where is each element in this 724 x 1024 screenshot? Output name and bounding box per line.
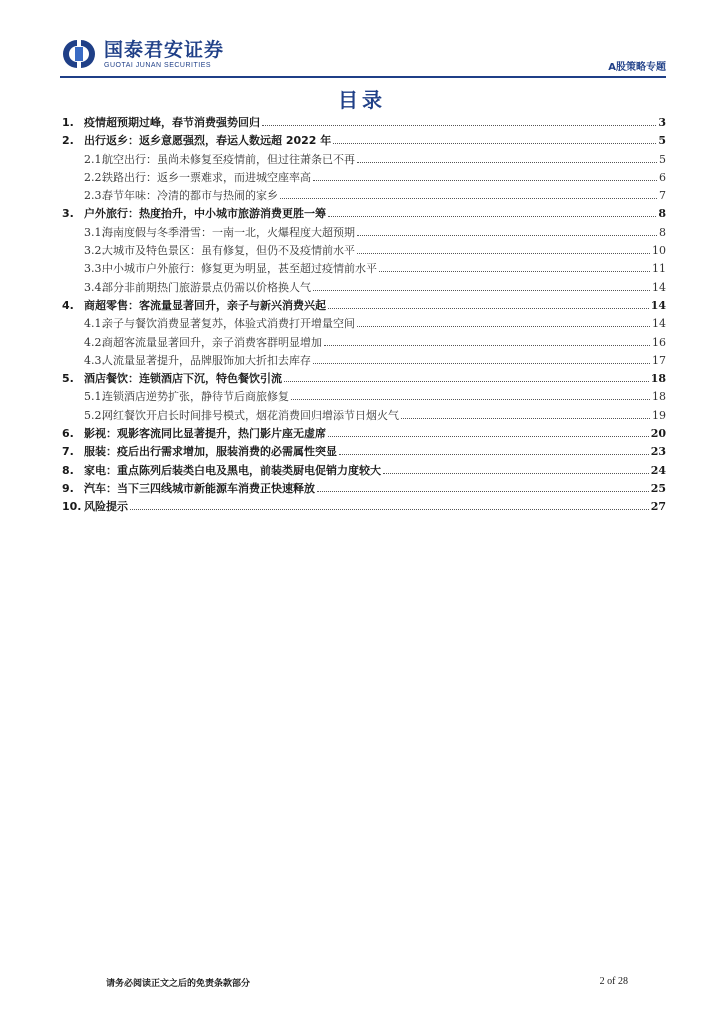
toc-dot-leader <box>357 235 657 236</box>
toc-entry[interactable] <box>62 464 666 478</box>
toc-entry-title: 亲子与餐饮消费显著复苏，体验式消费打开增量空间 <box>102 317 355 331</box>
toc-entry[interactable] <box>62 299 666 313</box>
toc-entry-page: 18 <box>652 390 666 404</box>
toc-entry[interactable] <box>62 262 666 276</box>
toc-entry[interactable] <box>62 445 666 459</box>
toc-entry-number: 2. <box>62 134 74 148</box>
toc-dot-leader <box>328 436 649 437</box>
toc-entry-title: 连锁酒店逆势扩张，静待节后商旅修复 <box>102 390 289 404</box>
toc-entry-number: 3.3. <box>84 262 105 276</box>
company-logo <box>60 38 224 70</box>
toc-entry-number: 6. <box>62 427 74 441</box>
toc-entry-number: 4.2. <box>84 335 105 349</box>
toc-entry-number: 3.4. <box>84 280 105 294</box>
toc-entry-title: 户外旅行：热度抬升，中小城市旅游消费更胜一筹 <box>84 207 326 221</box>
toc-entry[interactable] <box>62 116 666 130</box>
toc-dot-leader <box>317 491 649 492</box>
toc-entry-page: 27 <box>650 500 666 514</box>
toc-dot-leader <box>284 381 649 382</box>
toc-entry-title: 出行返乡：返乡意愿强烈，春运人数远超 2022 年 <box>84 134 332 148</box>
toc-entry[interactable] <box>62 189 666 203</box>
toc-entry-title: 海南度假与冬季滑雪：一南一北，火爆程度大超预期 <box>102 225 355 239</box>
header-divider <box>60 76 666 78</box>
toc-entry-title: 汽车：当下三四线城市新能源车消费正快速释放 <box>84 481 315 495</box>
toc-entry-title: 酒店餐饮：连锁酒店下沉，特色餐饮引流 <box>84 372 282 386</box>
toc-entry-number: 9. <box>62 481 74 495</box>
toc-entry-title: 航空出行：虽尚未修复至疫情前，但过往萧条已不再 <box>102 152 355 166</box>
toc-entry[interactable] <box>62 226 666 240</box>
toc-entry-page: 20 <box>650 427 666 441</box>
toc-dot-leader <box>328 216 656 217</box>
toc-entry-number: 3.2. <box>84 244 105 258</box>
toc-entry-title: 大城市及特色景区：虽有修复，但仍不及疫情前水平 <box>102 244 355 258</box>
toc-dot-leader <box>313 290 650 291</box>
toc-entry[interactable] <box>62 354 666 368</box>
toc-entry[interactable] <box>62 134 666 148</box>
toc-entry-page: 23 <box>650 445 666 459</box>
toc-entry-number: 8. <box>62 463 74 477</box>
toc-entry-page: 14 <box>650 298 666 312</box>
toc-entry-number: 7. <box>62 445 74 459</box>
toc-entry-number: 2.1. <box>84 152 105 166</box>
toc-title: 目录 <box>338 88 386 112</box>
toc-entry-page: 14 <box>652 317 666 331</box>
toc-entry[interactable] <box>62 390 666 404</box>
toc-entry[interactable] <box>62 153 666 167</box>
page-header <box>60 38 666 74</box>
toc-entry-page: 6 <box>659 170 666 184</box>
logo-icon <box>60 38 98 70</box>
toc-entry-page: 5 <box>658 134 666 148</box>
toc-entry-number: 3.1. <box>84 225 105 239</box>
toc-entry-number: 10. <box>62 500 82 514</box>
logo-english-name: GUOTAI JUNAN SECURITIES <box>104 61 212 69</box>
toc-entry-number: 2.2. <box>84 170 105 184</box>
toc-entry-page: 8 <box>659 225 666 239</box>
toc-entry-page: 18 <box>650 372 666 386</box>
toc-entry-page: 11 <box>652 262 666 276</box>
toc-entry-number: 5. <box>62 372 74 386</box>
toc-entry-page: 14 <box>652 280 666 294</box>
report-category-tag: A股策略专题 <box>608 62 666 73</box>
toc-entry-title: 商超零售：客流量显著回升，亲子与新兴消费兴起 <box>84 298 326 312</box>
toc-entry[interactable] <box>62 244 666 258</box>
toc-entry-number: 4. <box>62 298 74 312</box>
toc-entry-title: 商超客流量显著回升，亲子消费客群明显增加 <box>102 335 322 349</box>
toc-dot-leader <box>401 418 650 419</box>
toc-entry-number: 4.3. <box>84 353 105 367</box>
toc-entry-title: 风险提示 <box>84 500 128 514</box>
toc-entry-page: 17 <box>652 353 666 367</box>
toc-dot-leader <box>262 125 656 126</box>
toc-entry-page: 16 <box>652 335 666 349</box>
toc-dot-leader <box>379 271 650 272</box>
toc-entry[interactable] <box>62 336 666 350</box>
toc-dot-leader <box>333 143 656 144</box>
toc-dot-leader <box>324 345 650 346</box>
toc-entry-page: 19 <box>652 408 666 422</box>
toc-entry-number: 3. <box>62 207 74 221</box>
toc-entry-number: 4.1. <box>84 317 105 331</box>
toc-entry-number: 5.1. <box>84 390 105 404</box>
toc-entry[interactable] <box>62 281 666 295</box>
toc-dot-leader <box>357 253 650 254</box>
toc-entry-page: 8 <box>658 207 666 221</box>
toc-entry-title: 网红餐饮开启长时间排号模式，烟花消费回归增添节日烟火气 <box>102 408 399 422</box>
toc-entry[interactable] <box>62 207 666 221</box>
toc-dot-leader <box>280 198 657 199</box>
toc-entry[interactable] <box>62 500 666 514</box>
toc-entry-title: 家电：重点陈列后装类白电及黑电，前装类厨电促销力度较大 <box>84 463 381 477</box>
toc-dot-leader <box>339 454 649 455</box>
toc-entry[interactable] <box>62 482 666 496</box>
toc-dot-leader <box>357 326 650 327</box>
toc-entry[interactable] <box>62 171 666 185</box>
toc-entry[interactable] <box>62 427 666 441</box>
toc-entry-title: 春节年味：冷清的都市与热闹的家乡 <box>102 189 278 203</box>
page-number: 2 of 28 <box>599 976 628 987</box>
toc-dot-leader <box>291 399 650 400</box>
toc-dot-leader <box>328 308 649 309</box>
toc-entry-title: 影视：观影客流同比显著提升，热门影片座无虚席 <box>84 427 326 441</box>
toc-entry-number: 1. <box>62 116 74 129</box>
toc-entry-page: 5 <box>659 152 666 166</box>
toc-entry-title: 人流量显著提升，品牌服饰加大折扣去库存 <box>102 353 311 367</box>
toc-entry-title: 疫情超预期过峰，春节消费强势回归 <box>84 116 260 129</box>
toc-dot-leader <box>357 162 657 163</box>
toc-entry-page: 25 <box>650 481 666 495</box>
toc-entry-page: 24 <box>650 463 666 477</box>
toc-dot-leader <box>313 180 657 181</box>
disclaimer-note: 请务必阅读正文之后的免责条款部分 <box>106 979 251 989</box>
toc-entry-page: 10 <box>652 244 666 258</box>
toc-entry[interactable] <box>62 317 666 331</box>
toc-entry[interactable] <box>62 409 666 423</box>
toc-dot-leader <box>383 473 649 474</box>
toc-entry[interactable] <box>62 372 666 386</box>
table-of-contents <box>62 116 666 519</box>
toc-entry-title: 部分非前期热门旅游景点仍需以价格换人气 <box>102 280 311 294</box>
toc-entry-page: 7 <box>659 189 666 203</box>
toc-entry-title: 铁路出行：返乡一票难求，而进城空座率高 <box>102 170 311 184</box>
toc-entry-number: 5.2. <box>84 408 105 422</box>
toc-dot-leader <box>130 509 649 510</box>
toc-dot-leader <box>313 363 650 364</box>
toc-entry-page: 3 <box>658 116 666 129</box>
toc-entry-number: 2.3. <box>84 189 105 203</box>
toc-entry-title: 中小城市户外旅行：修复更为明显，甚至超过疫情前水平 <box>102 262 377 276</box>
logo-chinese-name: 国泰君安证券 <box>104 38 225 61</box>
toc-entry-title: 服装：疫后出行需求增加，服装消费的必需属性突显 <box>84 445 337 459</box>
